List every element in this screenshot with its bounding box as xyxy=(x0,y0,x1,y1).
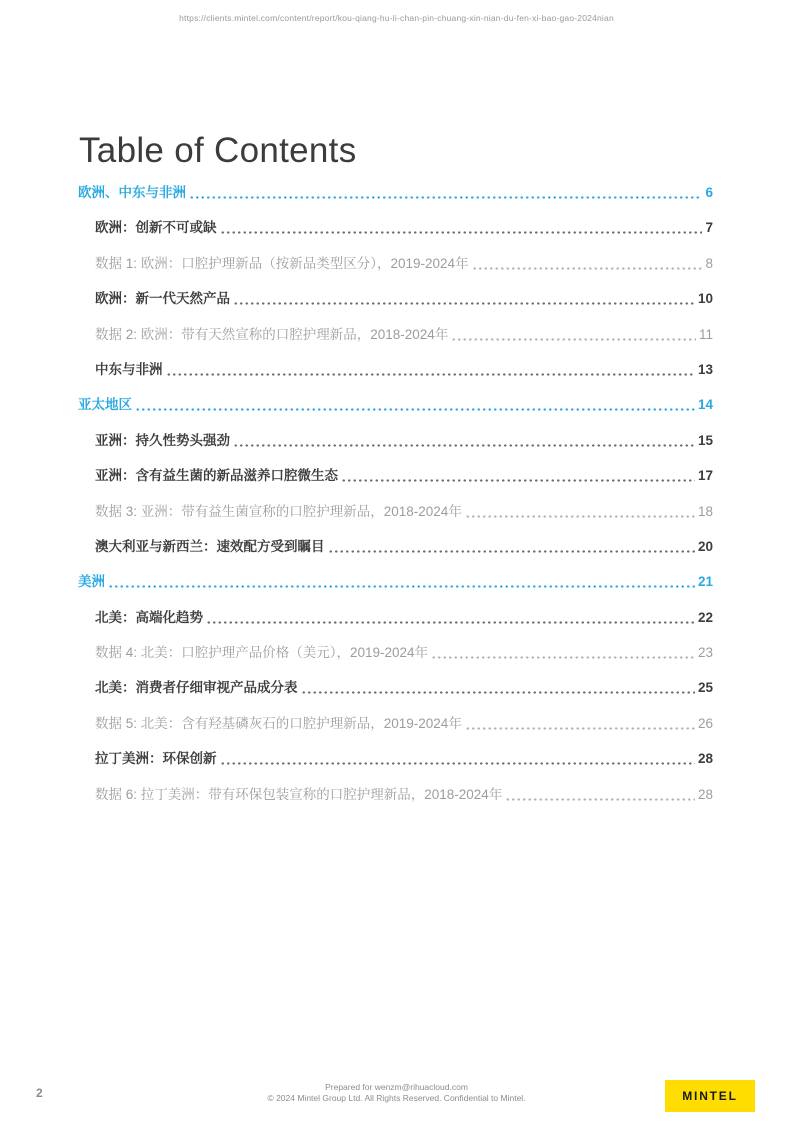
toc-entry-page: 28 xyxy=(697,786,713,802)
toc-entry-label: 拉丁美洲：环保创新 xyxy=(95,751,217,767)
toc-entry-page: 21 xyxy=(697,574,713,590)
toc-entry-page: 23 xyxy=(697,645,713,661)
toc-entry-label: 美洲 xyxy=(78,574,105,590)
toc-entry-page: 13 xyxy=(697,361,713,377)
toc-entry[interactable] xyxy=(78,322,713,344)
toc-entry[interactable] xyxy=(78,605,713,627)
toc-entry-label: 亚洲：含有益生菌的新品滋养口腔微生态 xyxy=(95,468,338,484)
dot-leader xyxy=(341,463,695,485)
toc-entry-label: 欧洲、中东与非洲 xyxy=(78,185,186,200)
dot-leader xyxy=(108,569,695,591)
toc-entry-page: 20 xyxy=(697,538,713,554)
dot-leader xyxy=(301,675,695,697)
dot-leader xyxy=(233,286,695,308)
page-title: Table of Contents xyxy=(79,131,357,170)
toc-entry-page: 25 xyxy=(697,680,713,696)
toc-entry-page: 14 xyxy=(697,397,713,413)
mintel-logo: MINTEL xyxy=(665,1080,755,1112)
toc-entry[interactable] xyxy=(78,499,713,521)
toc-entry-page: 15 xyxy=(697,432,713,448)
toc-entry[interactable] xyxy=(78,357,713,379)
toc-entry-page: 10 xyxy=(697,291,713,307)
toc-entry[interactable] xyxy=(78,180,713,202)
toc-entry[interactable] xyxy=(78,286,713,308)
dot-leader xyxy=(166,357,695,379)
copyright-text: © 2024 Mintel Group Ltd. All Rights Reserved. Confidential to Mintel. xyxy=(267,1092,526,1103)
toc-entry[interactable] xyxy=(78,675,713,697)
toc-list xyxy=(78,180,713,817)
dot-leader xyxy=(465,499,695,521)
toc-entry[interactable] xyxy=(78,392,713,414)
toc-entry[interactable] xyxy=(78,746,713,768)
toc-entry-label: 数据 1: 欧洲：口腔护理新品（按新品类型区分），2019-2024年 xyxy=(95,255,469,271)
toc-entry[interactable] xyxy=(78,463,713,485)
toc-entry[interactable] xyxy=(78,534,713,556)
toc-entry-page: 22 xyxy=(697,609,713,625)
dot-leader xyxy=(220,746,695,768)
dot-leader xyxy=(135,392,695,414)
toc-entry-page: 26 xyxy=(697,715,713,731)
toc-entry-page: 7 xyxy=(705,220,713,236)
toc-entry[interactable] xyxy=(78,428,713,450)
toc-entry-label: 数据 2: 欧洲：带有天然宣称的口腔护理新品，2018-2024年 xyxy=(95,326,449,342)
toc-entry-page: 6 xyxy=(705,185,713,200)
toc-entry[interactable] xyxy=(78,251,713,273)
dot-leader xyxy=(206,605,695,627)
dot-leader xyxy=(220,215,703,237)
dot-leader xyxy=(505,782,695,804)
toc-entry-page: 28 xyxy=(697,751,713,767)
dot-leader xyxy=(189,180,702,202)
dot-leader xyxy=(472,251,703,273)
toc-entry[interactable] xyxy=(78,782,713,804)
dot-leader xyxy=(451,322,696,344)
toc-entry-label: 数据 3: 亚洲：带有益生菌宣称的口腔护理新品，2018-2024年 xyxy=(95,503,462,519)
toc-entry-label: 欧洲：新一代天然产品 xyxy=(95,291,230,307)
toc-entry-label: 数据 5: 北美：含有羟基磷灰石的口腔护理新品，2019-2024年 xyxy=(95,715,462,731)
dot-leader xyxy=(233,428,695,450)
toc-entry[interactable] xyxy=(78,711,713,733)
toc-entry-label: 数据 6: 拉丁美洲：带有环保包装宣称的口腔护理新品，2018-2024年 xyxy=(95,786,503,802)
toc-entry-page: 17 xyxy=(697,468,713,484)
document-url: https://clients.mintel.com/content/report/kou-qiang-hu-li-chan-pin-chuang-xin-nian-du-fen-xi-bao-gao-2024nian xyxy=(179,13,614,23)
dot-leader xyxy=(431,640,695,662)
toc-entry-page: 8 xyxy=(705,255,713,271)
toc-entry[interactable] xyxy=(78,640,713,662)
dot-leader xyxy=(465,711,695,733)
toc-entry-label: 澳大利亚与新西兰：速效配方受到瞩目 xyxy=(95,538,325,554)
toc-entry-page: 18 xyxy=(697,503,713,519)
toc-entry-page: 11 xyxy=(698,326,713,342)
toc-entry-label: 亚洲：持久性势头强劲 xyxy=(95,432,230,448)
toc-entry-label: 中东与非洲 xyxy=(95,361,163,377)
toc-entry-label: 北美：消费者仔细审视产品成分表 xyxy=(95,680,298,696)
toc-entry-label: 欧洲：创新不可或缺 xyxy=(95,220,217,236)
toc-entry-label: 亚太地区 xyxy=(78,397,132,413)
toc-entry[interactable] xyxy=(78,215,713,237)
toc-entry[interactable] xyxy=(78,569,713,591)
footer-page-number: 2 xyxy=(36,1086,43,1100)
toc-entry-label: 北美：高端化趋势 xyxy=(95,609,203,625)
dot-leader xyxy=(328,534,695,556)
prepared-for-text: Prepared for wenzm@rihuacloud.com xyxy=(325,1082,468,1092)
toc-entry-label: 数据 4: 北美：口腔护理产品价格（美元），2019-2024年 xyxy=(95,645,429,661)
